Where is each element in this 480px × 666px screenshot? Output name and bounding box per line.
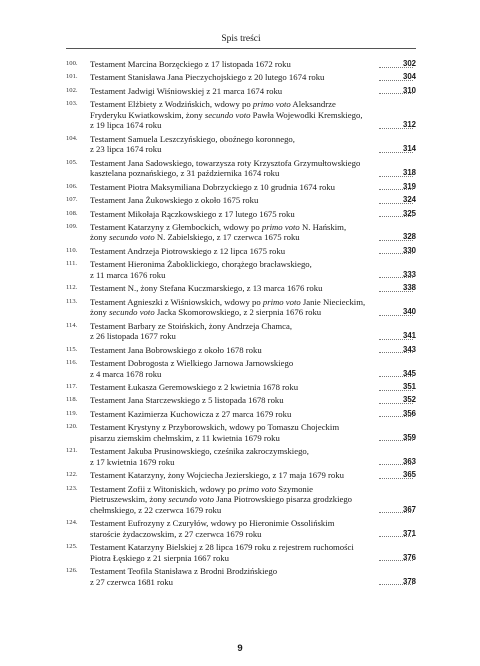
- entry-title-line: Testament Katarzyny Bielskiej z 28 lipca 1679 roku z rejestrem ruchomości: [90, 542, 354, 553]
- entry-number: 116.: [66, 359, 78, 366]
- toc-entry: [66, 518, 416, 539]
- entry-title-line: Testament Jana Bobrowskiego z około 1678 roku: [90, 344, 262, 355]
- entry-page-number: 367: [402, 504, 416, 514]
- entry-number: 119.: [66, 409, 78, 417]
- entry-title-line: Testament Jadwigi Wiśniowskiej z 21 marca 1674 roku: [90, 85, 283, 96]
- entry-number: 103.: [66, 100, 78, 108]
- entry-page-number: 371: [402, 528, 416, 538]
- entry-page-number: 356: [402, 408, 416, 418]
- entry-number: 121.: [66, 447, 78, 455]
- entry-number: 118.: [66, 396, 78, 404]
- entry-title-line: Testament Agnieszki z Wiśniowskich, wdowy po primo voto Janie Niecieckim,: [90, 296, 366, 307]
- toc-entry: [66, 470, 416, 481]
- entry-title-line: z 11 marca 1676 roku: [90, 269, 166, 280]
- entry-number: 124.: [66, 519, 78, 527]
- entry-title-line: z 23 lipca 1674 roku: [90, 144, 162, 155]
- entry-number: 109.: [66, 222, 78, 230]
- toc-entry: [66, 382, 416, 393]
- entry-title-line: Testament Barbary ze Stoińskich, żony Andrzeja Chamca,: [90, 320, 293, 331]
- entry-page-number: 319: [402, 181, 416, 191]
- entry-page-number: 359: [402, 432, 416, 442]
- toc-entry: [66, 222, 416, 243]
- entry-page-number: 376: [402, 552, 416, 562]
- entry-title-line: żony secundo voto Jacka Skomorowskiego, z 2 sierpnia 1676 roku: [90, 307, 322, 318]
- entry-page-number: 310: [402, 85, 416, 95]
- entry-title-line: Testament Jana Sadowskiego, towarzysza roty Krzysztofa Grzymułtowskiego: [90, 157, 361, 168]
- entry-title-line: Testament Stanisława Jana Pieczychojskiego z 20 lutego 1674 roku: [90, 72, 325, 83]
- entry-number: 122.: [66, 471, 78, 479]
- entry-page-number: 378: [402, 576, 416, 586]
- entry-number: 104.: [66, 134, 78, 142]
- entry-title-line: Testament Łukasza Geremowskiego z 2 kwietnia 1678 roku: [90, 381, 299, 392]
- entry-title-line: Testament Jana Starczewskiego z 5 listopada 1678 roku: [90, 395, 284, 406]
- entry-number: 113.: [66, 297, 78, 305]
- entry-title-line: Testament Samuela Leszczyńskiego, oboźnego koronnego,: [90, 133, 295, 144]
- entry-number: 114.: [66, 321, 78, 329]
- entry-title-line: Testament Hieronima Żaboklickiego, chorążego bracławskiego,: [90, 259, 312, 270]
- entry-page-number: 341: [402, 331, 416, 341]
- entry-number: 115.: [66, 345, 78, 353]
- entry-title-line: kasztelana poznańskiego, z 31 października 1674 roku: [90, 168, 280, 179]
- entry-page-number: 304: [402, 72, 416, 82]
- entry-number: 123.: [66, 484, 78, 492]
- entry-number: 101.: [66, 73, 78, 81]
- toc-entry: [66, 484, 416, 516]
- entry-page-number: 338: [402, 283, 416, 293]
- entry-title-line: Testament Eufrozyny z Czuryłów, wdowy po Hieronimie Ossolińskim: [90, 518, 335, 529]
- toc-entry: [66, 542, 416, 563]
- entry-number: 100.: [66, 60, 78, 67]
- entry-page-number: 314: [402, 144, 416, 154]
- entry-number: 117.: [66, 382, 78, 390]
- entry-page-number: 302: [402, 59, 416, 68]
- toc-entry: [66, 358, 416, 379]
- entry-number: 111.: [66, 260, 78, 268]
- toc-entry: [66, 209, 416, 220]
- entry-title-line: staroście żydaczowskim, z 27 czerwca 1679 roku: [90, 528, 262, 539]
- entry-title-line: Testament Jakuba Prusinowskiego, cześnika zakroczymskiego,: [90, 446, 309, 457]
- toc-entry: [66, 283, 416, 294]
- entry-page-number: 365: [402, 470, 416, 480]
- entry-page-number: 340: [402, 307, 416, 317]
- entry-page-number: 324: [402, 195, 416, 205]
- entry-title-line: żony secundo voto N. Zabielskiego, z 17 czerwca 1675 roku: [90, 232, 300, 243]
- entry-page-number: 333: [402, 269, 416, 279]
- entry-title-line: z 17 kwietnia 1679 roku: [90, 456, 175, 467]
- entry-number: 120.: [66, 423, 78, 431]
- toc-entry: [66, 246, 416, 257]
- running-header: Spis treści: [221, 34, 261, 44]
- entry-title-line: Testament Dobrogosta z Wielkiego Jarnowa Jarnowskiego: [90, 358, 294, 368]
- entry-page-number: 318: [402, 168, 416, 178]
- entry-title-line: Testament Piotra Maksymiliana Dobrzyckiego z 10 grudnia 1674 roku: [90, 181, 335, 192]
- toc-entry: [66, 345, 416, 356]
- entry-number: 102.: [66, 86, 78, 94]
- toc-entry: [66, 72, 416, 83]
- entry-title-line: z 19 lipca 1674 roku: [90, 120, 162, 131]
- entry-number: 110.: [66, 246, 78, 254]
- entry-title-line: chełmskiego, z 22 czerwca 1679 roku: [90, 504, 222, 515]
- toc-entry: [66, 259, 416, 280]
- toc-entry: [66, 158, 416, 179]
- toc-entry: [66, 86, 416, 97]
- entry-page-number: 312: [402, 120, 416, 130]
- entry-title-line: Testament Mikołaja Rączkowskiego z 17 lutego 1675 roku: [90, 208, 295, 219]
- entry-title-line: z 4 marca 1678 roku: [90, 368, 162, 379]
- toc-entry: [66, 297, 416, 318]
- entry-title-line: Testament Marcina Borzęckiego z 17 listopada 1672 roku: [90, 59, 291, 69]
- toc-entry: [66, 195, 416, 206]
- entry-number: 108.: [66, 209, 78, 217]
- toc-entry: [66, 395, 416, 406]
- entry-title-line: Testament Kazimierza Kuchowicza z 27 marca 1679 roku: [90, 408, 292, 419]
- entry-title-line: Testament Krystyny z Przyborowskich, wdowy po Tomaszu Chojeckim: [90, 422, 340, 433]
- entry-number: 112.: [66, 284, 78, 292]
- entry-title-line: z 27 czerwca 1681 roku: [90, 576, 173, 587]
- entry-number: 125.: [66, 543, 78, 551]
- toc-entry: [66, 134, 416, 155]
- entry-page-number: 328: [402, 232, 416, 242]
- entry-number: 106.: [66, 182, 78, 190]
- toc-entry: [66, 321, 416, 342]
- toc-entry: [66, 446, 416, 467]
- entry-page-number: 343: [402, 344, 416, 354]
- entry-title-line: Testament Jana Żukowskiego z około 1675 roku: [90, 195, 259, 206]
- toc-entry: [66, 99, 416, 131]
- entry-title-line: Testament Andrzeja Piotrowskiego z 12 lipca 1675 roku: [90, 245, 286, 256]
- entry-title-line: pisarzu ziemskim chełmskim, z 11 kwietnia 1679 roku: [90, 432, 280, 443]
- entry-number: 107.: [66, 196, 78, 204]
- entry-title-line: Testament Teofila Stanisława z Brodni Brodzińskiego: [90, 566, 278, 577]
- entry-number: 105.: [66, 158, 78, 166]
- entry-title-line: Piotra Łęskiego z 21 sierpnia 1667 roku: [90, 552, 229, 563]
- entry-page-number: 330: [402, 245, 416, 255]
- toc-entry: [66, 409, 416, 420]
- entry-number: 126.: [66, 567, 78, 575]
- entry-page-number: 325: [402, 208, 416, 218]
- entry-title-line: Testament N., żony Stefana Kuczmarskiego, z 13 marca 1676 roku: [90, 283, 323, 294]
- entry-title-line: Testament Elżbiety z Wodzińskich, wdowy po primo voto Aleksandrze: [90, 99, 336, 110]
- entry-page-number: 352: [402, 395, 416, 405]
- table-of-contents: [66, 59, 416, 590]
- entry-title-line: Fryderyku Kwiatkowskim, żony secundo voto Pawła Wojewodki Kremskiego,: [90, 109, 363, 120]
- entry-title-line: z 26 listopada 1677 roku: [90, 331, 176, 342]
- toc-entry: [66, 59, 416, 70]
- header-rule: [66, 48, 416, 49]
- entry-page-number: 345: [402, 368, 416, 378]
- entry-title-line: Pietruszewskim, żony secundo voto Jana Piotrowskiego pisarza grodzkiego: [90, 494, 353, 505]
- page-number: 9: [237, 643, 243, 654]
- entry-page-number: 351: [402, 381, 416, 391]
- toc-entry: [66, 566, 416, 587]
- toc-entry: [66, 422, 416, 443]
- entry-page-number: 363: [402, 456, 416, 466]
- entry-title-line: Testament Zofii z Witoniskich, wdowy po primo voto Szymonie: [90, 483, 314, 494]
- entry-title-line: Testament Katarzyny z Głembockich, wdowy po primo voto N. Hańskim,: [90, 221, 347, 232]
- entry-title-line: Testament Katarzyny, żony Wojciecha Jezierskiego, z 17 maja 1679 roku: [90, 470, 344, 481]
- toc-entry: [66, 182, 416, 193]
